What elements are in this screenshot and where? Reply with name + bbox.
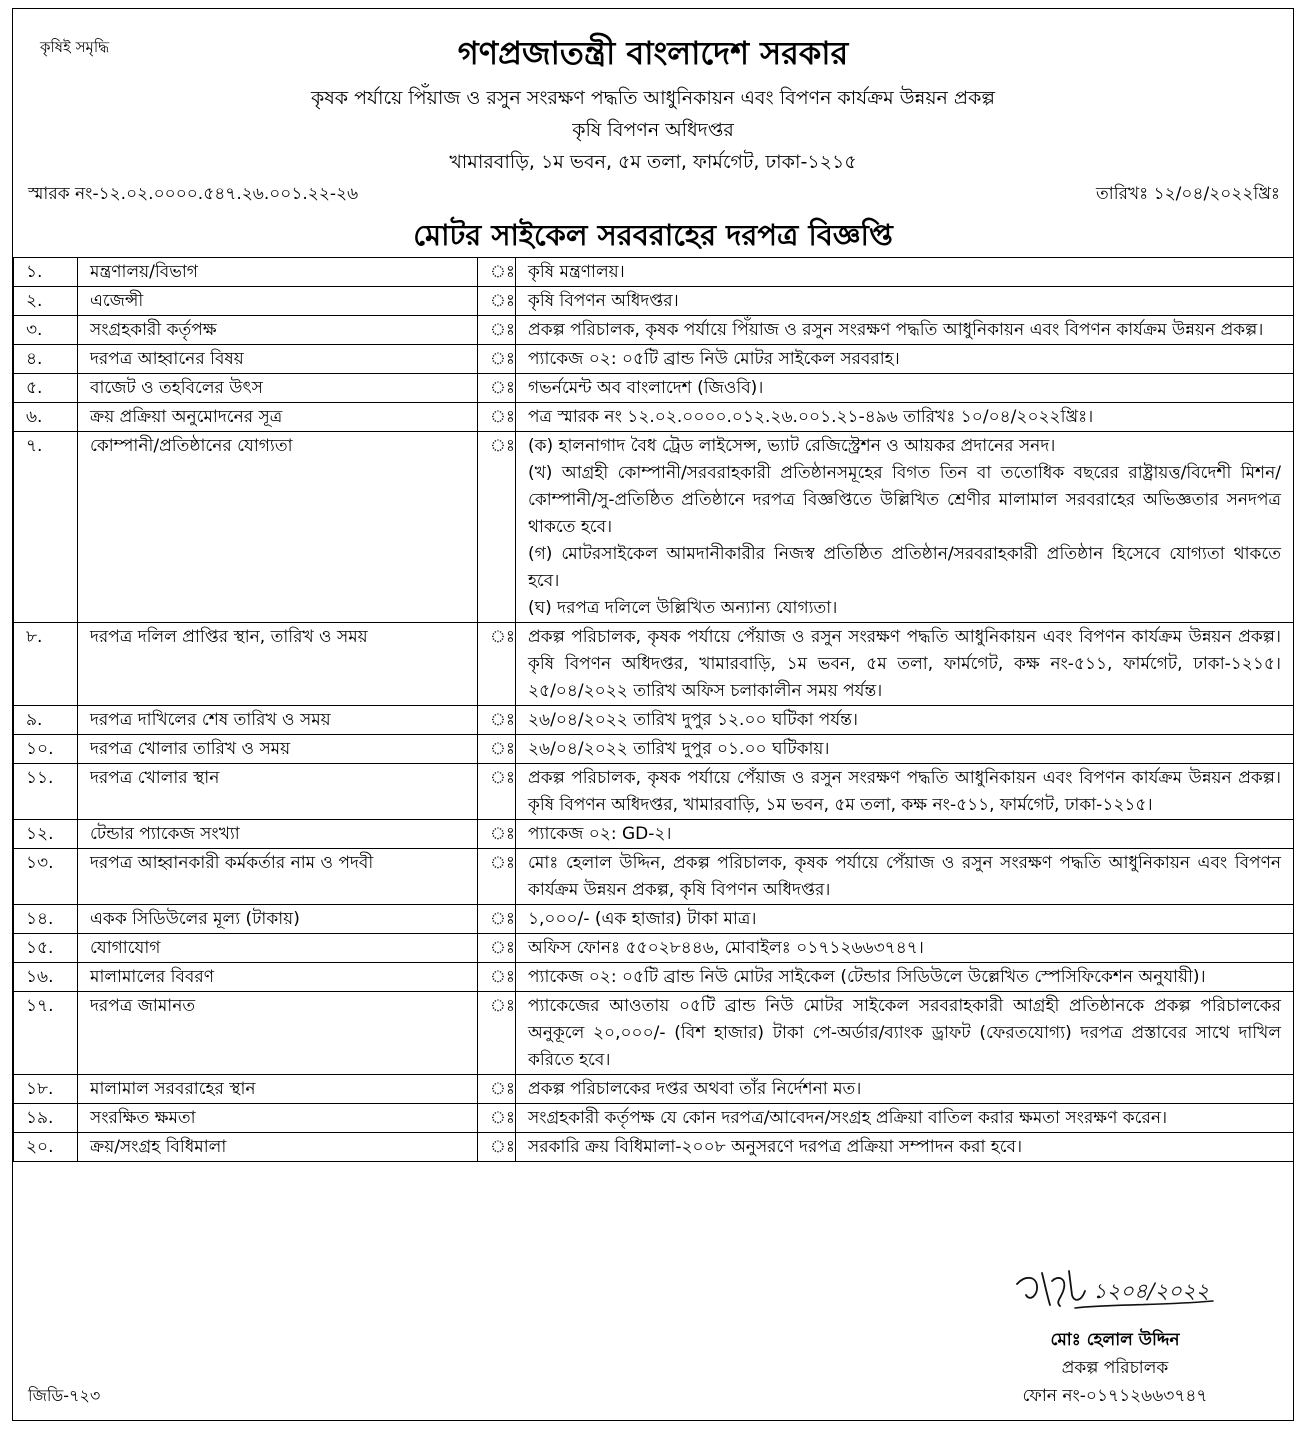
row-label: সংরক্ষিত ক্ষমতা bbox=[78, 1104, 478, 1133]
row-number: ২. bbox=[14, 287, 78, 316]
row-value-text: সরকারি ক্রয় বিধিমালা-২০০৮ অনুসরণে দরপত্র প্রক্রিয়া সম্পাদন করা হবে। bbox=[528, 1136, 1023, 1157]
issue-date: তারিখঃ ১২/০৪/২০২২খ্রিঃ bbox=[1096, 184, 1280, 204]
row-label: মালামাল সরবরাহের স্থান bbox=[78, 1075, 478, 1104]
row-number: ১৬. bbox=[14, 963, 78, 992]
table-row bbox=[14, 403, 1294, 432]
project-name: কৃষক পর্যায়ে পিঁয়াজ ও রসুন সংরক্ষণ পদ্ধতি আধুনিকায়ন এবং বিপণন কার্যক্রম উন্নয়ন প্রকল্প bbox=[311, 87, 995, 109]
office-address: খামারবাড়ি, ১ম ভবন, ৫ম তলা, ফার্মগেট, ঢাকা-১২১৫ bbox=[449, 151, 857, 173]
row-number: ৬. bbox=[14, 403, 78, 432]
qualification-item: (ঘ) দরপত্র দলিলে উল্লিখিত অন্যান্য যোগ্যতা। bbox=[528, 597, 838, 618]
row-value bbox=[516, 820, 1294, 849]
row-value bbox=[516, 735, 1294, 764]
row-value-text: প্যাকেজ ০২: ০৫টি ব্রান্ড নিউ মোটর সাইকেল (টেন্ডার সিডিউলে উল্লেখিত স্পেসিফিকেশন অনুযায়ী)। bbox=[528, 966, 1206, 987]
row-label: মন্ত্রণালয়/বিভাগ bbox=[78, 258, 478, 287]
table-row bbox=[14, 1133, 1294, 1162]
table-row bbox=[14, 258, 1294, 287]
row-separator: ঃ bbox=[478, 1104, 516, 1133]
row-separator: ঃ bbox=[478, 764, 516, 820]
signatory-phone: ফোন নং-০১৭১২৬৬৩৭৪৭ bbox=[1022, 1386, 1208, 1406]
row-separator: ঃ bbox=[478, 992, 516, 1075]
row-value bbox=[516, 992, 1294, 1075]
row-number: ২০. bbox=[14, 1133, 78, 1162]
row-label: দরপত্র জামানত bbox=[78, 992, 478, 1075]
government-title: গণপ্রজাতন্ত্রী বাংলাদেশ সরকার bbox=[457, 34, 849, 72]
row-separator: ঃ bbox=[478, 849, 516, 905]
memo-number: স্মারক নং-১২.০২.০০০০.৫৪৭.২৬.০০১.২২-২৬ bbox=[28, 184, 359, 204]
row-number: ৫. bbox=[14, 374, 78, 403]
table-row bbox=[14, 735, 1294, 764]
table-row bbox=[14, 764, 1294, 820]
row-value bbox=[516, 374, 1294, 403]
row-value-text: কৃষি মন্ত্রণালয়। bbox=[528, 261, 625, 282]
row-separator: ঃ bbox=[478, 432, 516, 623]
row-value bbox=[516, 1133, 1294, 1162]
row-value bbox=[516, 623, 1294, 706]
table-row bbox=[14, 706, 1294, 735]
row-value bbox=[516, 316, 1294, 345]
row-number: ১৪. bbox=[14, 905, 78, 934]
table-row bbox=[14, 287, 1294, 316]
row-number: ১২. bbox=[14, 820, 78, 849]
row-value bbox=[516, 345, 1294, 374]
row-value bbox=[516, 432, 1294, 623]
table-row bbox=[14, 316, 1294, 345]
row-value bbox=[516, 403, 1294, 432]
row-value bbox=[516, 963, 1294, 992]
row-separator: ঃ bbox=[478, 316, 516, 345]
row-value-text: কৃষি বিপণন অধিদপ্তর। bbox=[528, 290, 679, 311]
row-label: ক্রয় প্রক্রিয়া অনুমোদনের সূত্র bbox=[78, 403, 478, 432]
row-label: দরপত্র খোলার তারিখ ও সময় bbox=[78, 735, 478, 764]
row-separator: ঃ bbox=[478, 735, 516, 764]
row-value-text: পত্র স্মারক নং ১২.০২.০০০০.০১২.২৬.০০১.২১-৪৯৬ তারিখঃ ১০/০৪/২০২২খ্রিঃ। bbox=[528, 406, 1094, 427]
row-separator: ঃ bbox=[478, 403, 516, 432]
row-label: দরপত্র আহ্বানের বিষয় bbox=[78, 345, 478, 374]
row-value-text: সংগ্রহকারী কর্তৃপক্ষ যে কোন দরপত্র/আবেদন/সংগ্রহ প্রক্রিয়া বাতিল করার ক্ষমতা সংরক্ষণ করেন। bbox=[528, 1107, 1168, 1128]
row-number: ৮. bbox=[14, 623, 78, 706]
row-value-text: ২৬/০৪/২০২২ তারিখ দুপুর ১২.০০ ঘটিকা পর্যন্ত। bbox=[528, 709, 858, 730]
row-number: ১. bbox=[14, 258, 78, 287]
row-separator: ঃ bbox=[478, 820, 516, 849]
row-label: দরপত্র আহ্বানকারী কর্মকর্তার নাম ও পদবী bbox=[78, 849, 478, 905]
handwritten-signature bbox=[1005, 1262, 1235, 1322]
signatory-name: মোঃ হেলাল উদ্দিন bbox=[1050, 1330, 1180, 1350]
row-label: দরপত্র খোলার স্থান bbox=[78, 764, 478, 820]
department-name: কৃষি বিপণন অধিদপ্তর bbox=[572, 119, 734, 141]
table-row bbox=[14, 1075, 1294, 1104]
row-value-text: প্যাকেজ ০২: ০৫টি ব্রান্ড নিউ মোটর সাইকেল সরবরাহ। bbox=[528, 348, 900, 369]
row-separator: ঃ bbox=[478, 706, 516, 735]
row-value bbox=[516, 706, 1294, 735]
tender-details-table bbox=[13, 257, 1294, 1162]
table-row bbox=[14, 963, 1294, 992]
row-value-text: গভর্নমেন্ট অব বাংলাদেশ (জিওবি)। bbox=[528, 377, 764, 398]
row-separator: ঃ bbox=[478, 1133, 516, 1162]
row-value-text: প্রকল্প পরিচালক, কৃষক পর্যায়ে পেঁয়াজ ও রসুন সংরক্ষণ পদ্ধতি আধুনিকায়ন এবং বিপণন কার্যক্রম উন্নয়ন প্রকল্প। কৃষি বিপণন অধিদপ্তর, খামারবাড়ি, ১ম ভবন, ৫ম তলা, কক্ষ নং-৫১১, ফার্মগেট, ঢাকা-১২১৫। bbox=[528, 767, 1281, 815]
row-value-text: অফিস ফোনঃ ৫৫০২৮৪৪৬, মোবাইলঃ ০১৭১২৬৬৩৭৪৭। bbox=[528, 937, 924, 958]
row-label: দরপত্র দলিল প্রাপ্তির স্থান, তারিখ ও সময় bbox=[78, 623, 478, 706]
qualification-item: (খ) আগ্রহী কোম্পানী/সরবরাহকারী প্রতিষ্ঠানসমূহের বিগত তিন বা ততোধিক বছরের রাষ্ট্রায়ত্ত/বিদেশী মিশন/কোম্পানী/সু-প্রতিষ্ঠিত প্রতিষ্ঠানে দরপত্র বিজ্ঞপ্তিতে উল্লিখিত শ্রেণীর মালামাল সরবরাহের অভিজ্ঞতার সনদপত্র থাকতে হবে। bbox=[528, 462, 1281, 537]
row-value-text: প্রকল্প পরিচালকের দপ্তর অথবা তাঁর নির্দেশনা মত। bbox=[528, 1078, 862, 1099]
row-number: ১৩. bbox=[14, 849, 78, 905]
row-value-text: প্রকল্প পরিচালক, কৃষক পর্যায়ে পিঁয়াজ ও রসুন সংরক্ষণ পদ্ধতি আধুনিকায়ন এবং বিপণন কার্যক্রম উন্নয়ন প্রকল্প। bbox=[528, 319, 1264, 340]
table-row bbox=[14, 345, 1294, 374]
row-value-text: প্রকল্প পরিচালক, কৃষক পর্যায়ে পেঁয়াজ ও রসুন সংরক্ষণ পদ্ধতি আধুনিকায়ন এবং বিপণন কার্যক্রম উন্নয়ন প্রকল্প। কৃষি বিপণন অধিদপ্তর, খামারবাড়ি, ১ম ভবন, ৫ম তলা, ফার্মগেট, কক্ষ নং-৫১১, ফার্মগেট, ঢাকা-১২১৫। ২৫/০৪/২০২২ তারিখ অফিস চলাকালীন সময় পর্যন্ত। bbox=[528, 626, 1281, 701]
row-label: সংগ্রহকারী কর্তৃপক্ষ bbox=[78, 316, 478, 345]
row-value-text: ১,০০০/- (এক হাজার) টাকা মাত্র। bbox=[528, 908, 757, 929]
row-value bbox=[516, 1104, 1294, 1133]
row-label: এজেন্সী bbox=[78, 287, 478, 316]
row-separator: ঃ bbox=[478, 963, 516, 992]
row-value-text: ২৬/০৪/২০২২ তারিখ দুপুর ০১.০০ ঘটিকায়। bbox=[528, 738, 830, 759]
row-label: কোম্পানী/প্রতিষ্ঠানের যোগ্যতা bbox=[78, 432, 478, 623]
row-separator: ঃ bbox=[478, 905, 516, 934]
table-row bbox=[14, 432, 1294, 623]
row-label: দরপত্র দাখিলের শেষ তারিখ ও সময় bbox=[78, 706, 478, 735]
row-number: ৪. bbox=[14, 345, 78, 374]
row-label: একক সিডিউলের মূল্য (টাকায়) bbox=[78, 905, 478, 934]
row-label: টেন্ডার প্যাকেজ সংখ্যা bbox=[78, 820, 478, 849]
row-separator: ঃ bbox=[478, 287, 516, 316]
row-value bbox=[516, 287, 1294, 316]
row-label: বাজেট ও তহবিলের উৎস bbox=[78, 374, 478, 403]
gd-number: জিডি-৭২৩ bbox=[28, 1386, 101, 1405]
row-number: ৯. bbox=[14, 706, 78, 735]
row-number: ৩. bbox=[14, 316, 78, 345]
signatory-designation: প্রকল্প পরিচালক bbox=[1061, 1358, 1169, 1378]
row-number: ১১. bbox=[14, 764, 78, 820]
table-row bbox=[14, 905, 1294, 934]
row-value bbox=[516, 849, 1294, 905]
signature-handwritten-date: ১২০৪/২০২২ bbox=[1093, 1279, 1210, 1303]
row-value bbox=[516, 1075, 1294, 1104]
row-value-text: প্যাকেজ ০২: GD-২। bbox=[528, 823, 672, 844]
row-value-text: প্যাকেজের আওতায় ০৫টি ব্রান্ড নিউ মোটর সাইকেল সরবরাহকারী আগ্রহী প্রতিষ্ঠানকে প্রকল্প পরিচালকের অনুকূলে ২০,০০০/- (বিশ হাজার) টাকা পে-অর্ডার/ব্যাংক ড্রাফট (ফেরতযোগ্য) দরপত্র প্রস্তাবের সাথে দাখিল করিতে হবে। bbox=[528, 995, 1281, 1070]
row-label: যোগাযোগ bbox=[78, 934, 478, 963]
table-row bbox=[14, 820, 1294, 849]
row-number: ১৫. bbox=[14, 934, 78, 963]
row-separator: ঃ bbox=[478, 934, 516, 963]
row-number: ১০. bbox=[14, 735, 78, 764]
qualification-item: (ক) হালনাগাদ বৈধ ট্রেড লাইসেন্স, ভ্যাট রেজিস্ট্রেশন ও আয়কর প্রদানের সনদ। bbox=[528, 435, 1056, 456]
row-number: ১৯. bbox=[14, 1104, 78, 1133]
row-label: ক্রয়/সংগ্রহ বিধিমালা bbox=[78, 1133, 478, 1162]
slogan: কৃষিই সমৃদ্ধি bbox=[40, 38, 110, 56]
row-value bbox=[516, 258, 1294, 287]
row-separator: ঃ bbox=[478, 374, 516, 403]
row-separator: ঃ bbox=[478, 345, 516, 374]
row-value-text: মোঃ হেলাল উদ্দিন, প্রকল্প পরিচালক, কৃষক পর্যায়ে পেঁয়াজ ও রসুন সংরক্ষণ পদ্ধতি আধুনিকায়ন এবং বিপণন কার্যক্রম উন্নয়ন প্রকল্প, কৃষি বিপণন অধিদপ্তর। bbox=[528, 852, 1281, 900]
row-value bbox=[516, 905, 1294, 934]
table-row bbox=[14, 1104, 1294, 1133]
table-row bbox=[14, 992, 1294, 1075]
table-row bbox=[14, 374, 1294, 403]
row-separator: ঃ bbox=[478, 623, 516, 706]
notice-title: মোটর সাইকেল সরবরাহের দরপত্র বিজ্ঞপ্তি bbox=[413, 218, 893, 252]
qualification-item: (গ) মোটরসাইকেল আমদানীকারীর নিজস্ব প্রতিষ্ঠিত প্রতিষ্ঠান/সরবরাহকারী প্রতিষ্ঠান হিসেবে যোগ্যতা থাকতে হবে। bbox=[528, 543, 1281, 591]
table-row bbox=[14, 849, 1294, 905]
row-separator: ঃ bbox=[478, 258, 516, 287]
table-row bbox=[14, 623, 1294, 706]
row-separator: ঃ bbox=[478, 1075, 516, 1104]
row-value bbox=[516, 934, 1294, 963]
row-number: ১৭. bbox=[14, 992, 78, 1075]
row-value bbox=[516, 764, 1294, 820]
table-row bbox=[14, 934, 1294, 963]
signature-stroke bbox=[1017, 1271, 1085, 1306]
row-number: ১৮. bbox=[14, 1075, 78, 1104]
row-label: মালামালের বিবরণ bbox=[78, 963, 478, 992]
row-number: ৭. bbox=[14, 432, 78, 623]
